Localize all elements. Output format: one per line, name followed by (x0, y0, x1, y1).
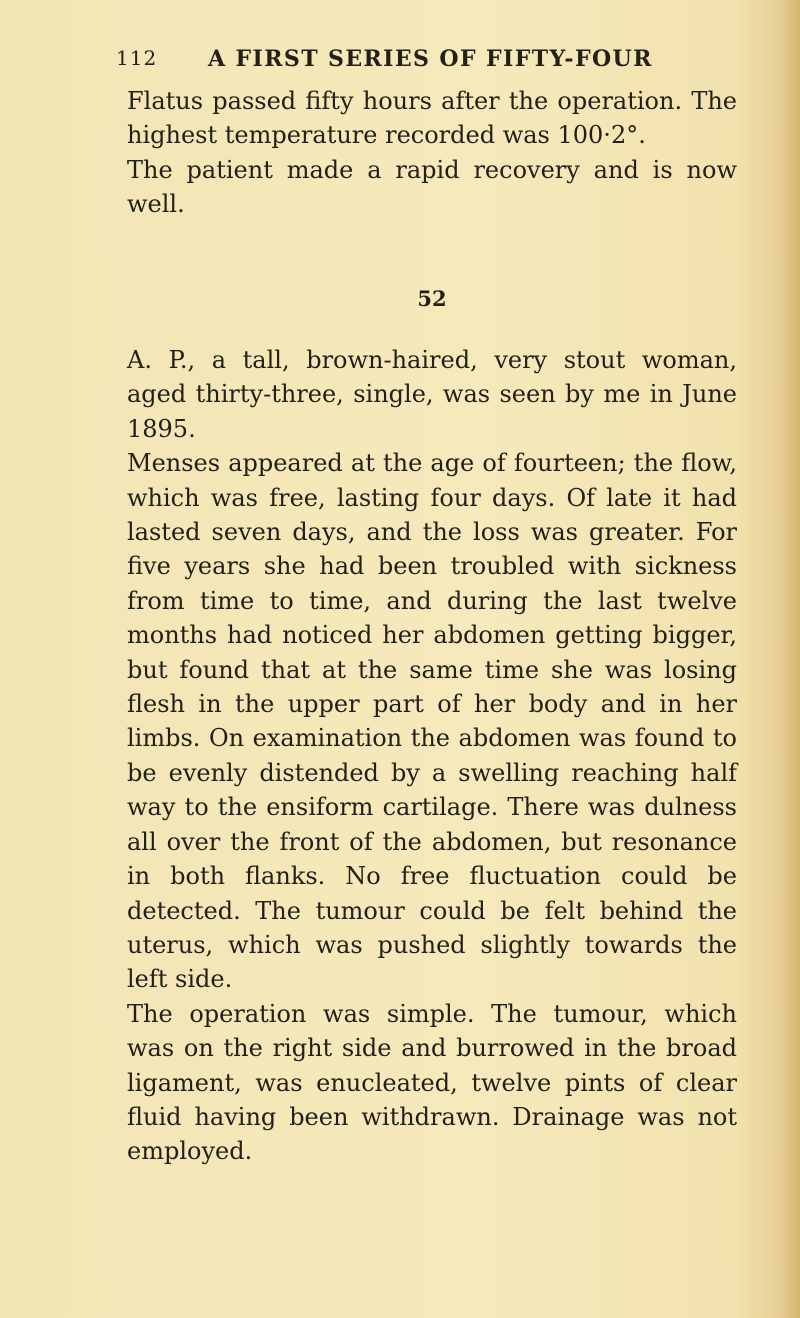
page-edge-shadow (784, 0, 800, 1318)
running-head: A FIRST SERIES OF FIFTY-FOUR (208, 46, 653, 72)
case-paragraph-1: A. P., a tall, brown-haired, very stout woman, aged thirty-three, single, was seen by me in June 1895. (127, 346, 737, 443)
case-paragraph-3: The operation was simple. The tumour, which was on the right side and burrowed in the broad ligament, was enucleated, twelve pints of clear fluid having been withdrawn. Drainage was not employed. (127, 999, 737, 1166)
page-header (116, 46, 653, 86)
case-number: 52 (417, 286, 447, 311)
case-text (127, 343, 737, 1169)
page-number: 112 (116, 46, 158, 70)
case-paragraph-2: Menses appeared at the age of fourteen; the flow, which was free, lasting four days. Of late it had lasted seven days, and the loss was greater. For five years she had been troubled with sickness from time to time, and during the last twelve months had noticed her abdomen getting bigger, but found that at the same time she was losing flesh in the upper part of her body and in her limbs. On examination the abdomen was found to be evenly distended by a swelling reaching half way to the ensiform cartilage. There was dulness all over the front of the abdomen, but resonance in both flanks. No free fluctuation could be detected. The tumour could be felt behind the uterus, which was pushed slightly towards the left side. (127, 449, 737, 994)
intro-text (127, 84, 737, 311)
intro-paragraph-1: Flatus passed fifty hours after the operation. The highest temperature recorded was 100·2°. (127, 87, 737, 150)
intro-paragraph-2: The patient made a rapid recovery and is now well. (127, 155, 737, 219)
